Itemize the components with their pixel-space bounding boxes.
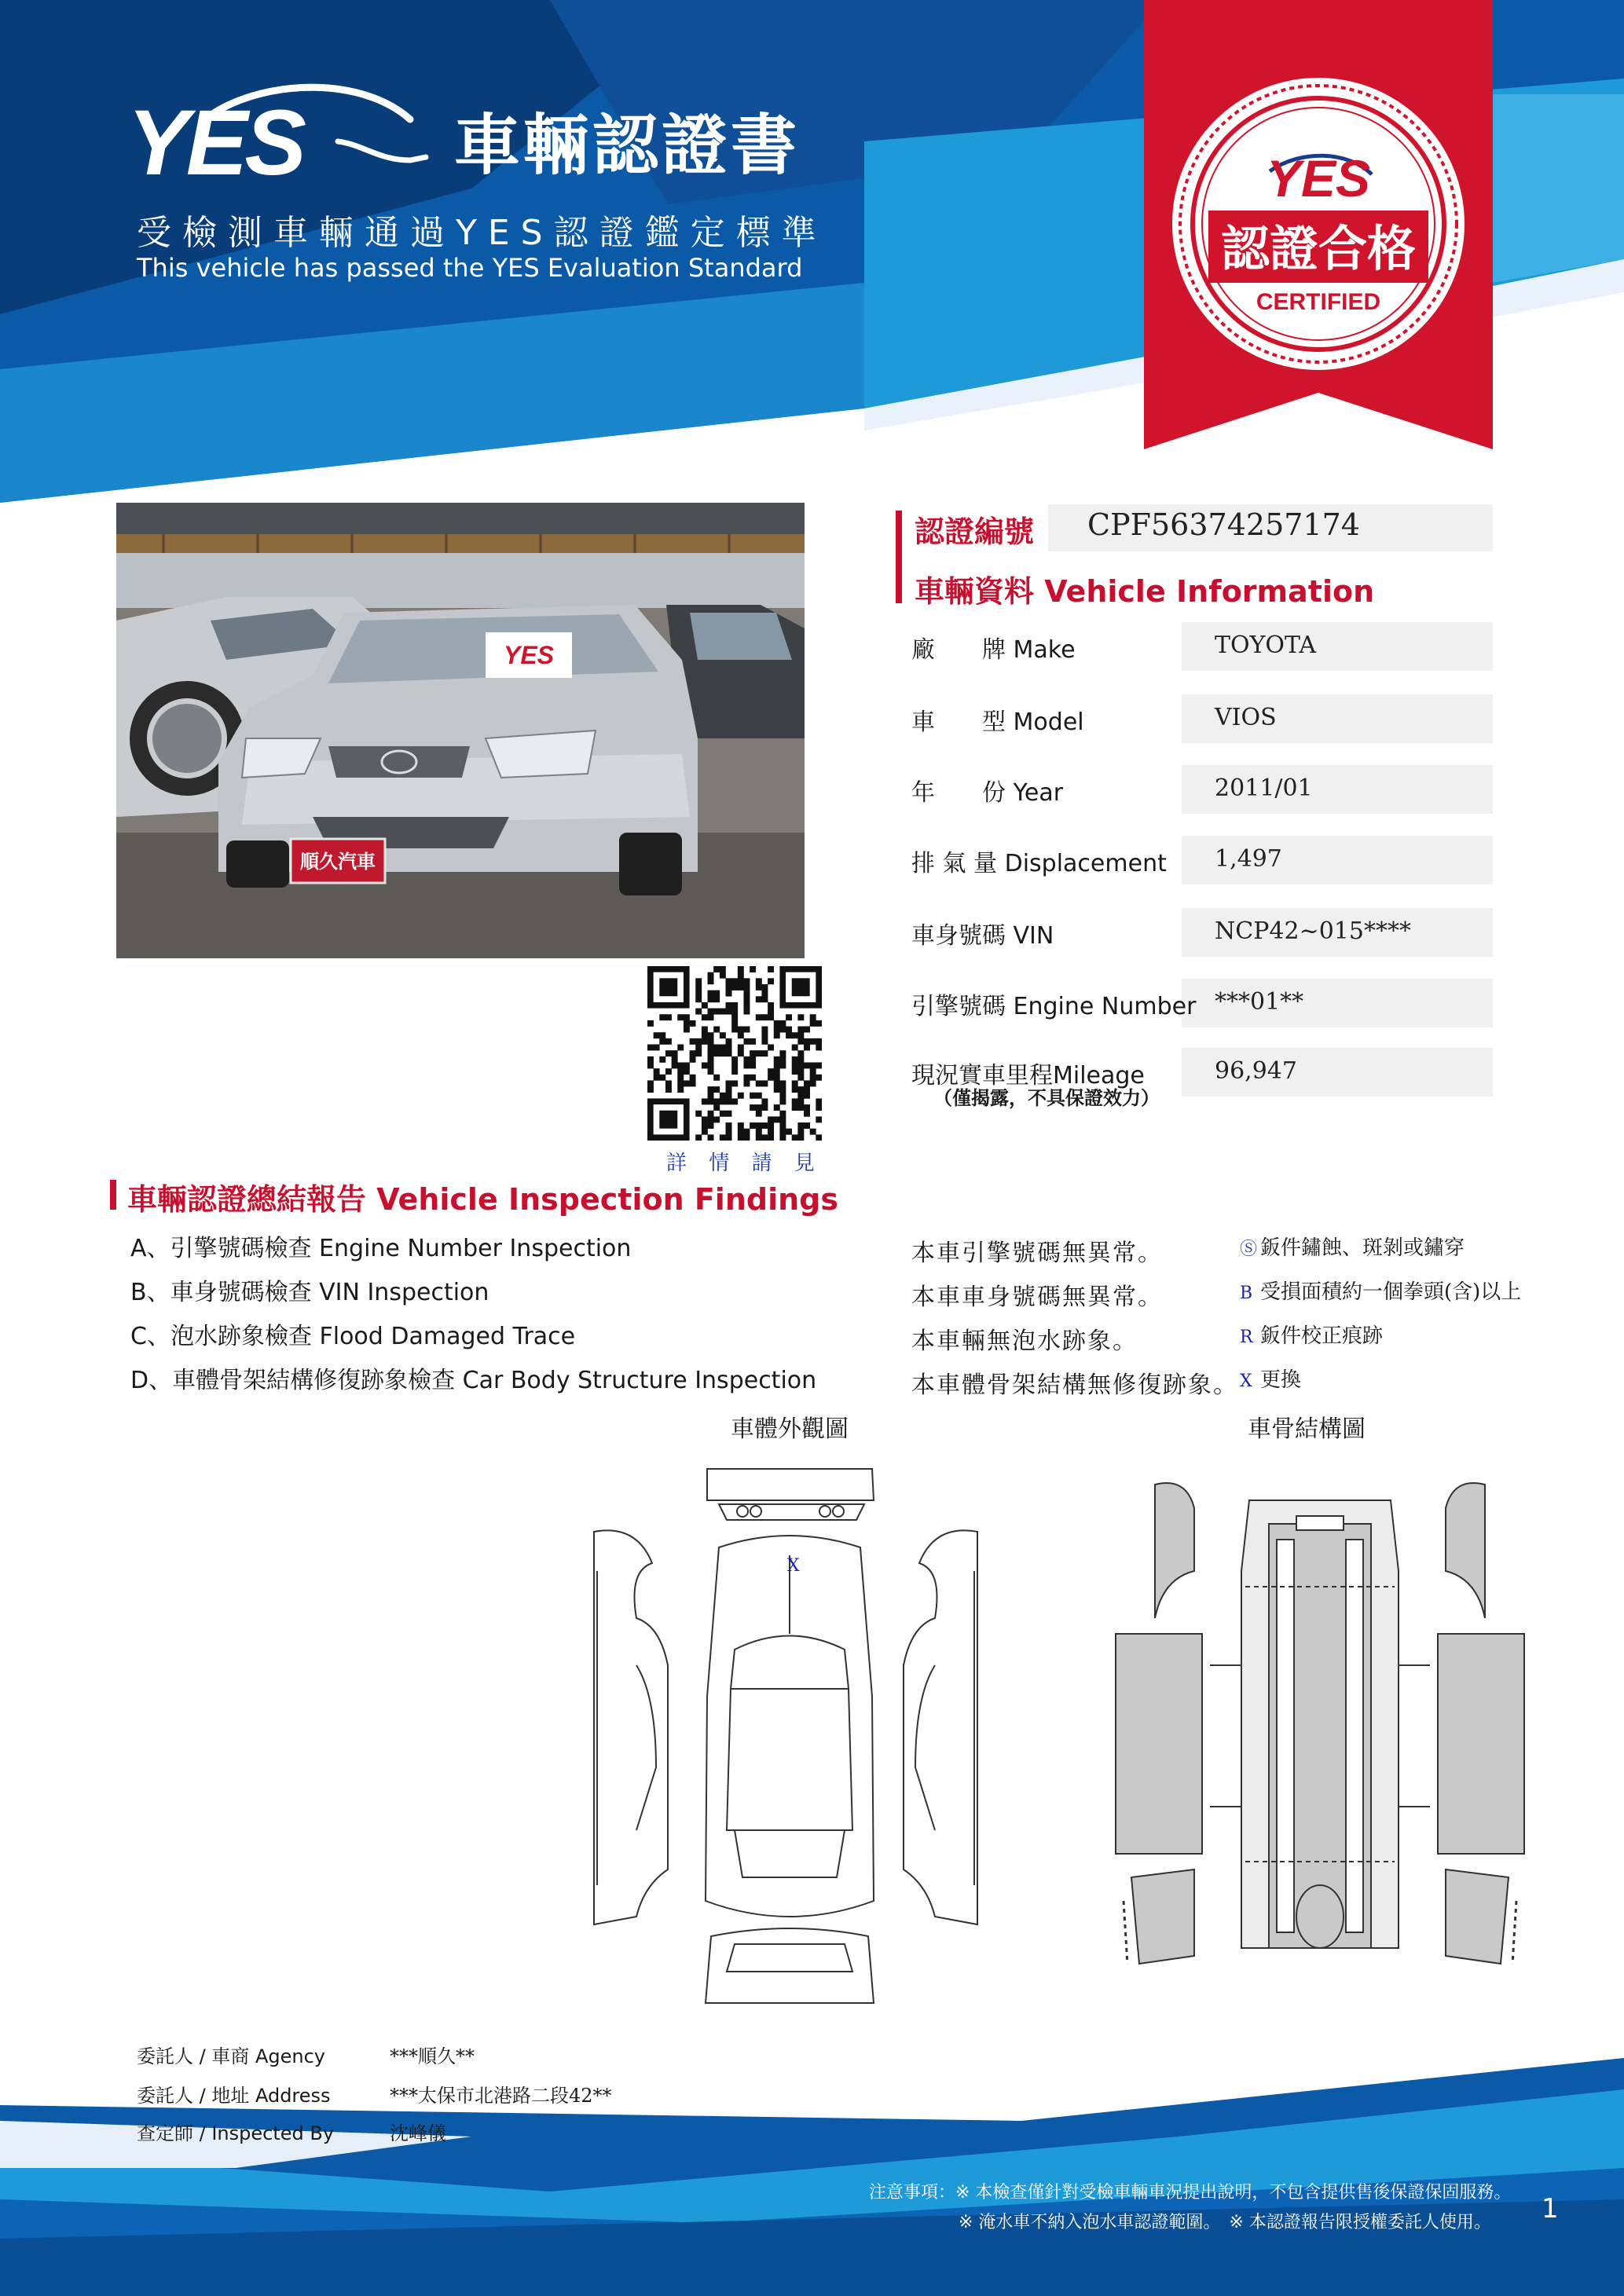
vehicle-info-title: 車輛資料 Vehicle Information [915,574,1375,609]
info-label: 車身號碼 VIN [911,922,1054,950]
info-value: ***01** [1215,988,1304,1016]
info-value: 2011/01 [1215,774,1313,802]
certificate-title: 車輛認證書 [454,107,801,184]
svg-text:認證合格: 認證合格 [1220,220,1417,277]
legend-text: 受損面積約一個拳頭(含)以上 [1260,1280,1522,1304]
qr-code[interactable] [647,966,822,1141]
info-value: 96,947 [1215,1057,1297,1085]
info-label: 現況實車里程Mileage [911,1062,1145,1089]
finding-result: 本車引擎號碼無異常。 [911,1240,1163,1267]
exterior-replace-marker: X [787,1556,800,1576]
info-label: 排 氣 量 Displacement [911,850,1167,877]
finding-result: 本車輛無泡水跡象。 [911,1327,1138,1355]
structure-diagram-title: 車骨結構圖 [1248,1415,1366,1443]
footer-label: 查定師 / Inspected By [137,2122,335,2144]
svg-text:CERTIFIED: CERTIFIED [1256,289,1381,315]
svg-text:YES: YES [503,641,555,669]
certified-badge [1144,0,1493,449]
cert-number-label: 認證編號 [915,514,1035,549]
finding-result: 本車體骨架結構無修復跡象。 [911,1371,1238,1399]
footer-label: 委託人 / 地址 Address [137,2085,331,2107]
info-value: TOYOTA [1215,632,1317,659]
info-value: 1,497 [1215,845,1282,873]
svg-text:YES: YES [127,91,304,190]
cert-number-bar [896,511,902,603]
footer-value: 沈峰儀 [390,2122,446,2144]
legend-symbol: B [1240,1283,1253,1303]
notice-line-2: ※ 淹水車不納入泡水車認證範圍。 ※ 本認證報告限授權委託人使用。 [959,2213,1491,2232]
legend-symbol: X [1240,1371,1252,1391]
finding-item: C、泡水跡象檢查 Flood Damaged Trace [130,1323,576,1350]
legend-symbol: R [1240,1327,1253,1347]
legend-text: 更換 [1260,1368,1302,1392]
structure-diagram [1108,1477,1532,1979]
legend-symbol: Ⓢ [1240,1240,1258,1259]
legend-item [1240,1276,1521,1305]
subtitle-english: This vehicle has passed the YES Evaluation Standard [137,253,803,283]
info-label: 年 份 Year [911,779,1064,807]
exterior-diagram-title: 車體外觀圖 [731,1415,849,1443]
findings-title: 車輛認證總結報告 Vehicle Inspection Findings [127,1182,838,1217]
qr-caption: 詳 情 請 見 [666,1152,823,1175]
findings-bar [110,1180,116,1210]
info-label: 引擎號碼 Engine Number [911,993,1197,1020]
finding-item: A、引擎號碼檢查 Engine Number Inspection [130,1235,632,1262]
finding-item: B、車身號碼檢查 VIN Inspection [130,1279,489,1306]
vehicle-photo [116,503,805,958]
brand-logo [127,72,434,190]
cert-number-value: CPF56374257174 [1087,507,1360,542]
legend-text: 鈑件校正痕跡 [1260,1324,1384,1348]
legend-item [1240,1232,1465,1261]
svg-text:YES: YES [1266,149,1371,207]
svg-text:順久汽車: 順久汽車 [300,851,376,873]
legend-text: 鈑件鏽蝕、斑剝或鏽穿 [1260,1236,1465,1260]
footer-label: 委託人 / 車商 Agency [137,2045,325,2067]
exterior-diagram [581,1461,990,2011]
info-value: NCP42~015**** [1215,917,1411,945]
mileage-note: （僅揭露，不具保證效力） [933,1087,1160,1109]
info-value: VIOS [1215,704,1277,731]
info-label: 車 型 Model [911,709,1084,736]
finding-result: 本車車身號碼無異常。 [911,1283,1163,1311]
finding-item: D、車體骨架結構修復跡象檢查 Car Body Structure Inspection [130,1367,817,1394]
footer-value: ***太保市北港路二段42** [390,2085,612,2107]
page-number: 1 [1542,2193,1559,2225]
notice-line-1: 注意事項：※ 本檢查僅針對受檢車輛車況提出說明，不包含提供售後保證保固服務。 [869,2183,1512,2203]
info-label: 廠 牌 Make [911,636,1076,664]
legend-item [1240,1364,1301,1393]
subtitle-chinese: 受檢測車輛通過YES認證鑑定標準 [137,213,827,253]
footer-value: ***順久** [390,2045,475,2067]
legend-item [1240,1320,1383,1349]
